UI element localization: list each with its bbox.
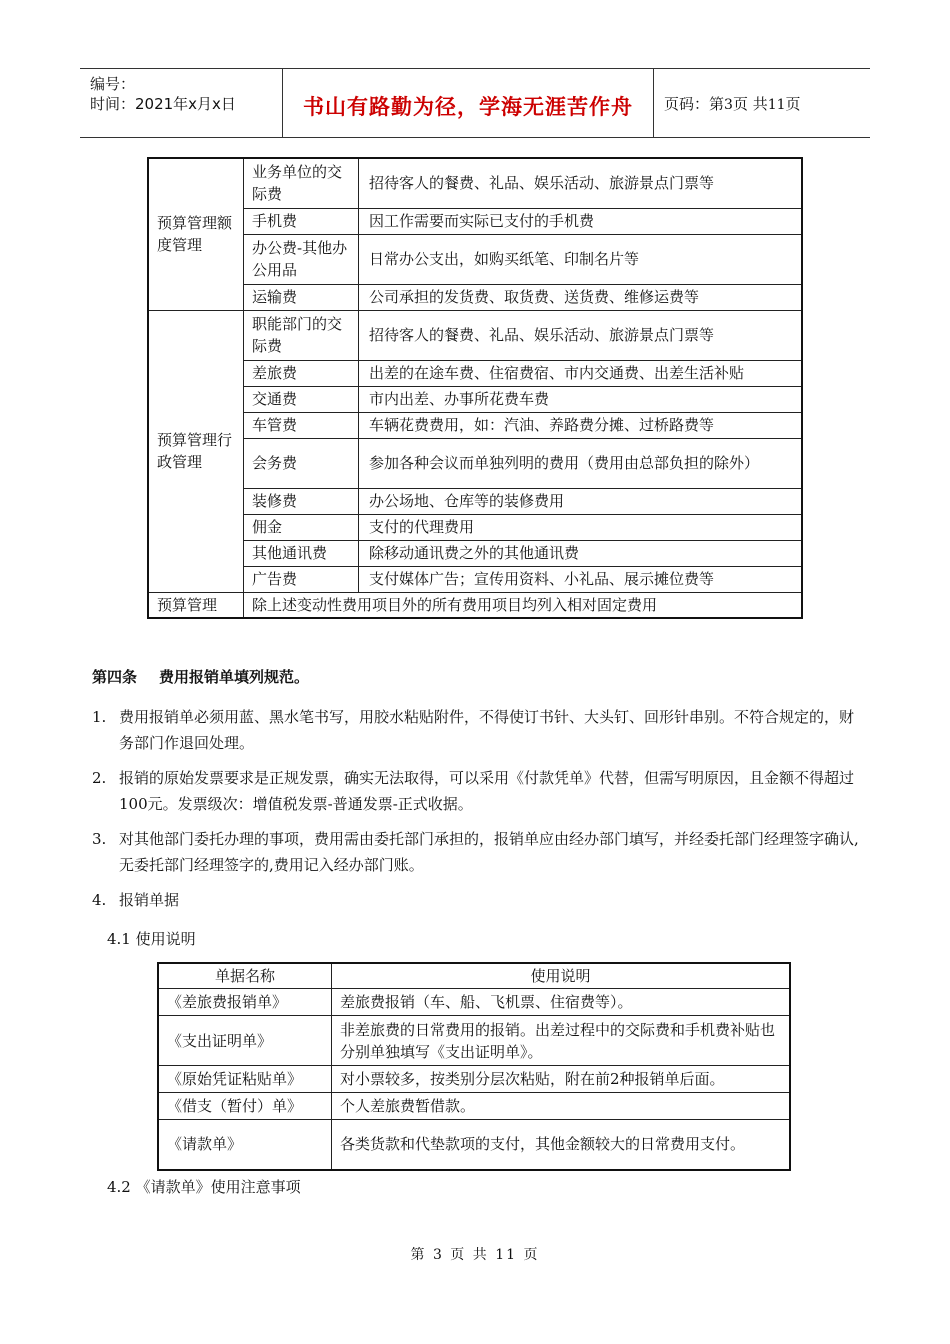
list-item [92,704,867,756]
item-cell: 差旅费 [244,360,359,386]
item-cell: 会务费 [244,438,359,488]
table-row [158,1093,790,1120]
table-row [148,284,802,310]
table-row [158,1016,790,1066]
article-number: 第四条 [92,668,138,686]
table-row [148,514,802,540]
column-header: 单据名称 [158,963,332,989]
number-label: 编号： [90,75,136,93]
subsection-4-2: 4.2 《请款单》使用注意事项 [107,1178,301,1196]
category-cell: 预算管理额度管理 [148,158,244,310]
desc-cell: 日常办公支出，如购买纸笔、印制名片等 [359,234,803,284]
item-number: 3. [92,830,107,848]
doc-desc-cell: 个人差旅费暂借款。 [332,1093,791,1120]
table-row [148,540,802,566]
table-row [148,566,802,592]
time-label: 时间：2021年x月x日 [90,95,236,113]
category-cell: 预算管理 [148,592,244,618]
page-mid: 页 共 [732,95,768,113]
list-item [92,887,867,913]
article-title: 费用报销单填列规范。 [159,668,310,686]
desc-cell: 支付的代理费用 [359,514,803,540]
page-suffix: 页 [785,95,801,113]
desc-cell: 除移动通讯费之外的其他通讯费 [359,540,803,566]
item-number: 4. [92,891,107,909]
item-cell: 佣金 [244,514,359,540]
doc-name-cell: 《原始凭证粘贴单》 [158,1066,332,1093]
desc-cell: 市内出差、办事所花费车费 [359,386,803,412]
table-row [158,1120,790,1170]
desc-cell: 支付媒体广告；宣传用资料、小礼品、展示摊位费等 [359,566,803,592]
item-cell: 办公费-其他办公用品 [244,234,359,284]
desc-cell: 公司承担的发货费、取货费、送货费、维修运费等 [359,284,803,310]
desc-cell: 招待客人的餐费、礼品、娱乐活动、旅游景点门票等 [359,310,803,360]
page-total: 11 [767,97,786,113]
page-prefix: 页码：第 [664,95,725,113]
item-text: 报销的原始发票要求是正规发票，确实无法取得，可以采用《付款凭单》代替，但需写明原因，且金额不得超过100元。发票级次：增值税发票-普通发票-正式收据。 [119,769,855,813]
table-row [148,412,802,438]
header-meta [80,69,283,137]
subsection-4-1: 4.1 使用说明 [107,930,196,948]
doc-name-cell: 《支出证明单》 [158,1016,332,1066]
table-header-row [158,963,790,989]
doc-desc-cell: 对小票较多，按类别分层次粘贴，附在前2种报销单后面。 [332,1066,791,1093]
desc-cell: 车辆花费费用，如：汽油、养路费分摊、过桥路费等 [359,412,803,438]
table-row [158,1066,790,1093]
item-cell: 职能部门的交际费 [244,310,359,360]
doc-name-cell: 《请款单》 [158,1120,332,1170]
doc-name-cell: 《借支（暂付）单》 [158,1093,332,1120]
item-number: 1. [92,708,107,726]
table-row [148,208,802,234]
table-row [148,592,802,618]
table-row [148,234,802,284]
desc-cell: 招待客人的餐费、礼品、娱乐活动、旅游景点门票等 [359,158,803,208]
item-text: 对其他部门委托办理的事项，费用需由委托部门承担的，报销单应由经办部门填写，并经委托部门经理签字确认,无委托部门经理签字的,费用记入经办部门账。 [119,830,859,874]
item-text: 费用报销单必须用蓝、黑水笔书写，用胶水粘贴附件，不得使订书针、大头钉、回形针串别。不符合规定的，财务部门作退回处理。 [119,708,855,752]
desc-cell: 出差的在途车费、住宿费宿、市内交通费、出差生活补贴 [359,360,803,386]
item-cell: 装修费 [244,488,359,514]
doc-desc-cell: 非差旅费的日常费用的报销。出差过程中的交际费和手机费补贴也分别单独填写《支出证明单》。 [332,1016,791,1066]
desc-cell: 办公场地、仓库等的装修费用 [359,488,803,514]
table-row [148,158,802,208]
doc-name-cell: 《差旅费报销单》 [158,989,332,1016]
item-cell: 手机费 [244,208,359,234]
table-row [148,310,802,360]
document-usage-table [157,962,791,1171]
list-item [92,765,867,817]
desc-cell: 除上述变动性费用项目外的所有费用项目均列入相对固定费用 [244,592,803,618]
table-row [148,386,802,412]
item-cell: 其他通讯费 [244,540,359,566]
desc-cell: 参加各种会议而单独列明的费用（费用由总部负担的除外） [359,438,803,488]
item-cell: 交通费 [244,386,359,412]
header-motto-cell [283,69,654,137]
page-indicator [664,93,801,114]
table-row [148,360,802,386]
item-number: 2. [92,769,107,787]
item-cell: 车管费 [244,412,359,438]
doc-desc-cell: 差旅费报销（车、船、飞机票、住宿费等）。 [332,989,791,1016]
item-text: 报销单据 [119,891,180,909]
desc-cell: 因工作需要而实际已支付的手机费 [359,208,803,234]
budget-table [147,157,803,619]
table-row [148,488,802,514]
page-footer: 第 3 页 共 11 页 [410,1247,540,1263]
doc-desc-cell: 各类货款和代垫款项的支付，其他金额较大的日常费用支付。 [332,1120,791,1170]
category-cell: 预算管理行政管理 [148,310,244,592]
page-header [80,68,870,138]
table-row [158,989,790,1016]
motto: 书山有路勤为径，学海无涯苦作舟 [303,95,633,119]
table-row [148,438,802,488]
column-header: 使用说明 [332,963,791,989]
item-cell: 业务单位的交际费 [244,158,359,208]
item-cell: 运输费 [244,284,359,310]
header-page-cell [654,69,870,137]
section-title [92,666,309,687]
list-item [92,826,867,878]
item-cell: 广告费 [244,566,359,592]
page-current: 3 [724,97,733,113]
